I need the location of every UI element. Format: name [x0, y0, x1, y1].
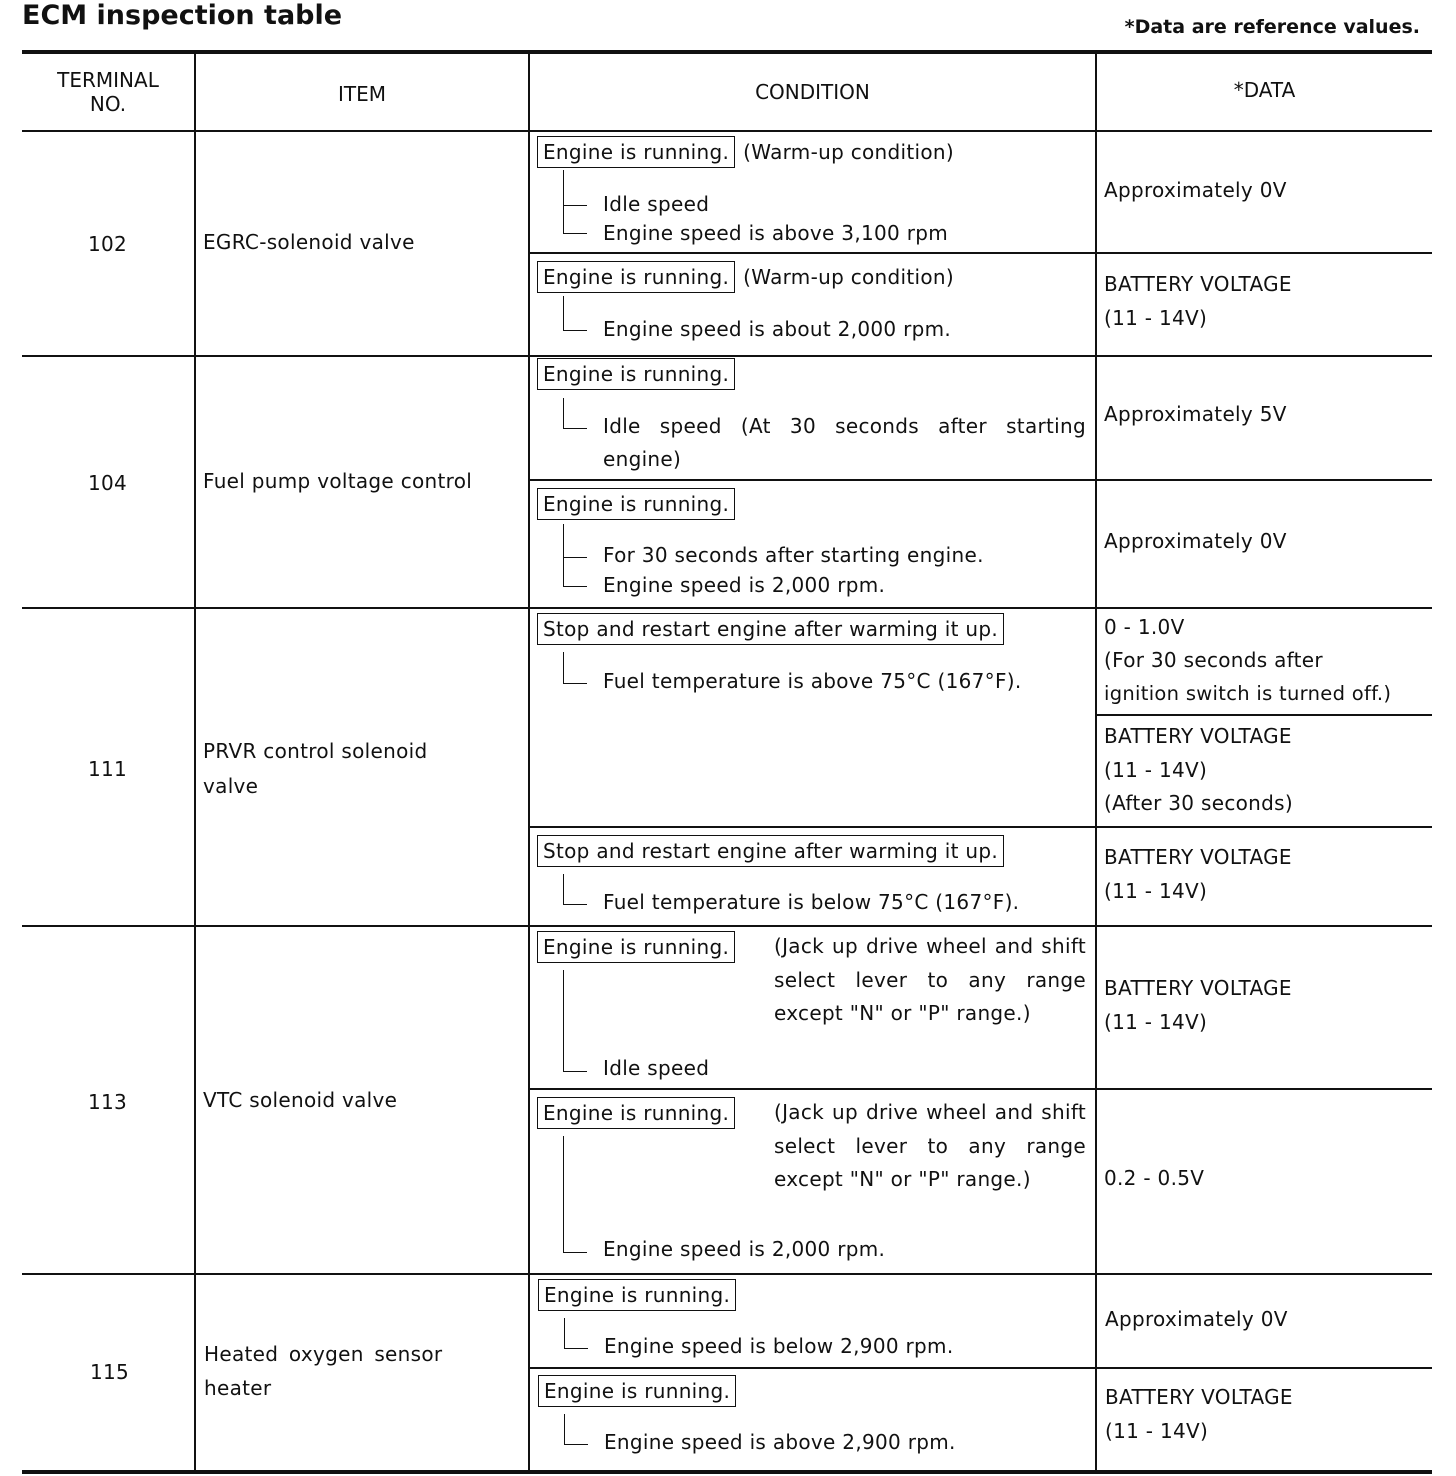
branch-line [563, 524, 564, 586]
header-terminal-no: TERMINAL NO. [57, 68, 159, 116]
condition-note: (Warm-up condition) [743, 265, 954, 289]
header-item: ITEM [337, 82, 386, 106]
branch-line [563, 296, 564, 330]
condition-box: Engine is running. [537, 136, 735, 168]
condition-line: For 30 seconds after starting engine. [603, 543, 984, 567]
condition-line: Fuel temperature is below 75°C (167°F). [603, 890, 1020, 914]
data-value: Approximately 0V [1105, 1307, 1288, 1331]
branch-line [563, 1136, 564, 1252]
terminal-no: 104 [88, 471, 128, 495]
branch-line [563, 398, 564, 428]
reference-note: *Data are reference values. [1124, 16, 1420, 38]
header-condition: CONDITION [755, 80, 870, 104]
condition-line: Engine speed is 2,000 rpm. [603, 1237, 886, 1261]
data-value: 0.2 - 0.5V [1104, 1166, 1205, 1190]
branch-line [563, 170, 564, 233]
condition-line: Engine speed is below 2,900 rpm. [604, 1334, 954, 1358]
terminal-no: 102 [88, 232, 128, 256]
item-name: Fuel pump voltage control [203, 469, 473, 493]
branch-line [564, 1318, 565, 1348]
condition-line: Engine speed is about 2,000 rpm. [603, 317, 952, 341]
condition-box: Engine is running. [538, 1279, 736, 1311]
condition-box: Stop and restart engine after warming it up. [537, 835, 1004, 867]
condition-box: Engine is running. [537, 488, 735, 520]
condition-line: Idle speed [603, 1056, 710, 1080]
condition-box: Engine is running. [537, 1097, 735, 1129]
condition-line: Engine speed is above 3,100 rpm [603, 221, 949, 245]
page-title: ECM inspection table [22, 0, 343, 31]
item-name: EGRC-solenoid valve [203, 230, 415, 254]
data-value: Approximately 5V [1104, 402, 1287, 426]
branch-line [564, 1414, 565, 1444]
condition-line: Idle speed [603, 192, 710, 216]
condition-line: Engine speed is above 2,900 rpm. [604, 1430, 956, 1454]
condition-line: Idle speed (At 30 seconds after starting engine) [603, 414, 1086, 471]
condition-note: (Jack up drive wheel and shift select lever to any range except "N" or "P" range.) [774, 934, 1086, 1025]
branch-line [563, 652, 564, 683]
condition-note: (Warm-up condition) [743, 140, 954, 164]
terminal-no: 113 [88, 1090, 128, 1114]
condition-box: Engine is running. [538, 1375, 736, 1407]
condition-box: Engine is running. [537, 358, 735, 390]
condition-box: Engine is running. [537, 931, 735, 963]
header-data: *DATA [1233, 78, 1296, 102]
data-value: Approximately 0V [1104, 529, 1287, 553]
terminal-no: 111 [88, 757, 128, 781]
condition-box: Engine is running. [537, 261, 735, 293]
branch-line [563, 970, 564, 1071]
branch-line [563, 874, 564, 904]
terminal-no: 115 [90, 1360, 130, 1384]
condition-line: Engine speed is 2,000 rpm. [603, 573, 886, 597]
item-name: VTC solenoid valve [203, 1088, 398, 1112]
condition-line: Fuel temperature is above 75°C (167°F). [603, 669, 1022, 693]
condition-note: (Jack up drive wheel and shift select lever to any range except "N" or "P" range.) [774, 1100, 1086, 1191]
data-value: Approximately 0V [1104, 178, 1287, 202]
condition-box: Stop and restart engine after warming it up. [537, 613, 1004, 645]
